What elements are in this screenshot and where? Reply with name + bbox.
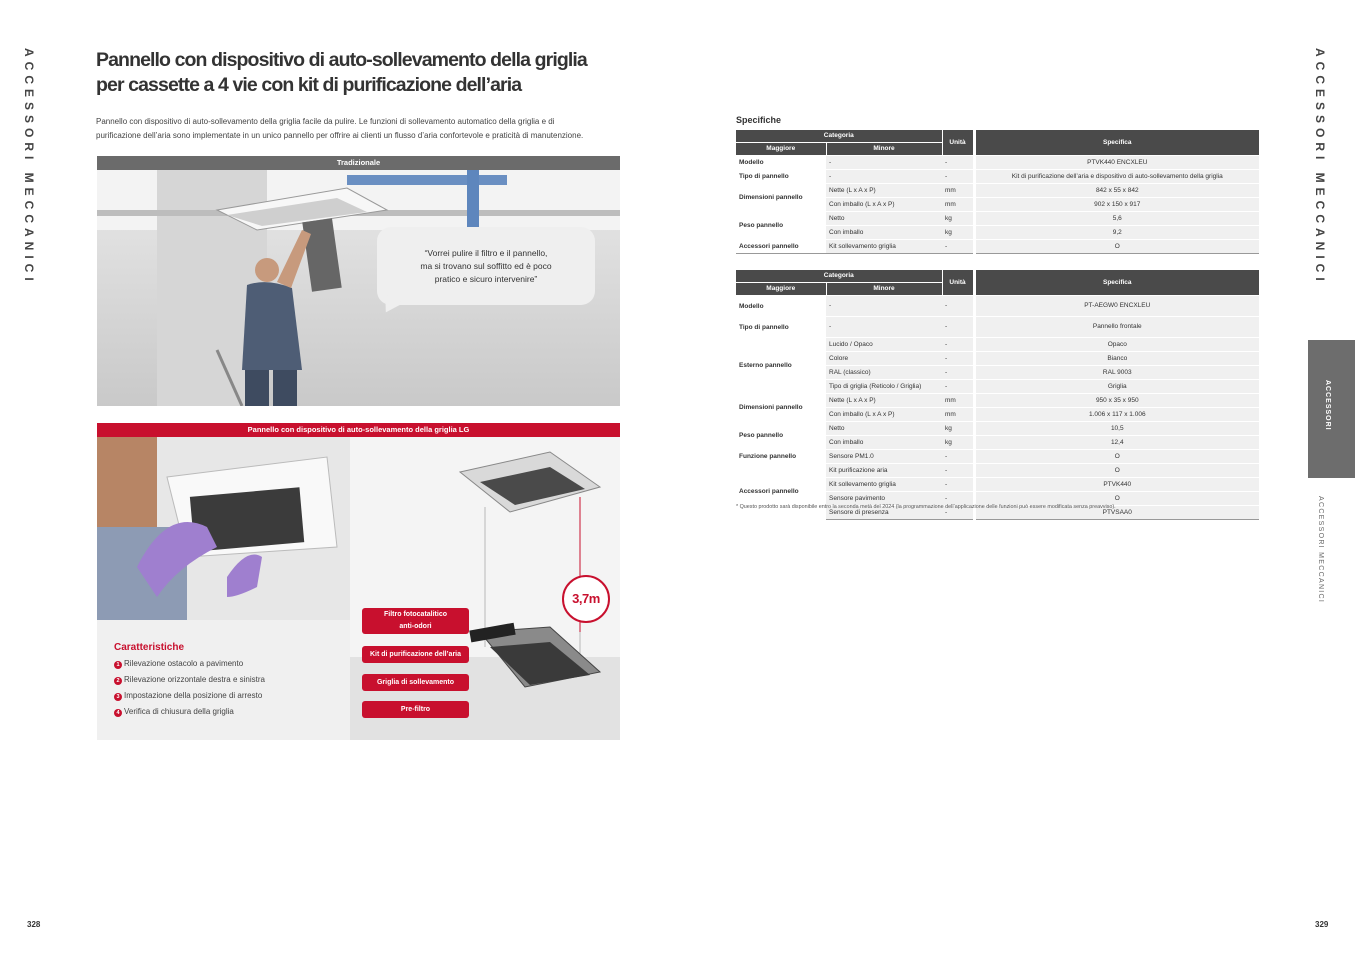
intro-line-2: purificazione dell’aria sono implementate in un unico pannello per offrire ai clienti un flusso d’aria confortevole e praticità di manutenzione. xyxy=(96,130,584,140)
cell-spec: O xyxy=(974,240,1259,254)
cell-minor: Tipo di griglia (Reticolo / Griglia) xyxy=(826,380,942,394)
cell-unit: - xyxy=(942,464,974,478)
cell-spec: O xyxy=(974,464,1259,478)
header-spec: Specifica xyxy=(974,130,1259,156)
cell-minor: Con imballo (L x A x P) xyxy=(826,408,942,422)
cell-spec: Griglia xyxy=(974,380,1259,394)
cell-unit: mm xyxy=(942,184,974,198)
title-line-2: per cassette a 4 vie con kit di purificazione dell’aria xyxy=(96,74,522,96)
cleaning-photo xyxy=(97,437,350,620)
cell-unit: kg xyxy=(942,422,974,436)
cell-spec: 5,6 xyxy=(974,212,1259,226)
cell-major: Accessori pannello xyxy=(736,464,826,520)
table-row xyxy=(736,240,1259,254)
title-line-1: Pannello con dispositivo di auto-sollevamento della griglia xyxy=(96,49,587,71)
cell-unit: - xyxy=(942,338,974,352)
cell-spec: O xyxy=(974,450,1259,464)
cell-minor: Lucido / Opaco xyxy=(826,338,942,352)
intro-line-1: Pannello con dispositivo di auto-sollevamento della griglia facile da pulire. Le funzioni di sollevamento automatico della griglia e di xyxy=(96,117,555,126)
cell-minor: Kit sollevamento griglia xyxy=(826,240,942,254)
label-lifting-grille: Griglia di sollevamento xyxy=(362,674,469,691)
cell-major: Dimensioni pannello xyxy=(736,394,826,422)
side-label-right: ACCESSORI MECCANICI xyxy=(1313,48,1327,286)
page-number-left: 328 xyxy=(27,920,41,929)
cell-major: Peso pannello xyxy=(736,422,826,450)
table-row xyxy=(736,317,1259,338)
cell-minor: Netto xyxy=(826,212,942,226)
cell-unit: - xyxy=(942,352,974,366)
quote-line-2: ma si trovano sul soffitto ed è poco xyxy=(420,261,552,271)
header-unit: Unità xyxy=(942,270,974,296)
cell-unit: - xyxy=(942,366,974,380)
cell-minor: Nette (L x A x P) xyxy=(826,394,942,408)
cell-unit: mm xyxy=(942,198,974,212)
cell-spec: PTVSAA0 xyxy=(974,506,1259,520)
cell-unit: - xyxy=(942,170,974,184)
header-major: Maggiore xyxy=(736,283,826,296)
cell-minor: RAL (classico) xyxy=(826,366,942,380)
feature-number: 2 xyxy=(114,677,122,685)
cell-unit: kg xyxy=(942,226,974,240)
section-tab xyxy=(1308,340,1355,478)
page-number-right: 329 xyxy=(1315,920,1329,929)
cell-minor: Con imballo xyxy=(826,436,942,450)
section-tab-label: ACCESSORI xyxy=(1324,380,1331,431)
feature-item xyxy=(114,659,265,675)
cell-minor: Con imballo xyxy=(826,226,942,240)
cell-spec: 1.006 x 117 x 1.006 xyxy=(974,408,1259,422)
cell-major: Modello xyxy=(736,296,826,317)
cell-spec: 10,5 xyxy=(974,422,1259,436)
lg-panel-section xyxy=(97,437,620,740)
cell-unit: kg xyxy=(942,436,974,450)
cell-spec: PTVK440 ENCXLEU xyxy=(974,156,1259,170)
cell-spec: 9,2 xyxy=(974,226,1259,240)
label-air-purification-kit: Kit di purificazione dell’aria xyxy=(362,646,469,663)
feature-text: Rilevazione orizzontale destra e sinistra xyxy=(124,675,265,684)
cell-minor: - xyxy=(826,170,942,184)
cell-spec: Opaco xyxy=(974,338,1259,352)
cell-spec: 12,4 xyxy=(974,436,1259,450)
cell-unit: - xyxy=(942,317,974,338)
table-row xyxy=(736,464,1259,478)
header-unit: Unità xyxy=(942,130,974,156)
table-row xyxy=(736,212,1259,226)
page-title xyxy=(96,48,636,98)
cell-major: Accessori pannello xyxy=(736,240,826,254)
header-category: Categoria xyxy=(736,130,942,143)
cell-major: Esterno pannello xyxy=(736,338,826,394)
feature-item xyxy=(114,691,265,707)
side-label-small: ACCESSORI MECCANICI xyxy=(1317,496,1324,604)
feature-text: Impostazione della posizione di arresto xyxy=(124,691,263,700)
cell-major: Tipo di pannello xyxy=(736,170,826,184)
cell-minor: Sensore di presenza xyxy=(826,506,942,520)
cell-spec: 950 x 35 x 950 xyxy=(974,394,1259,408)
header-spec: Specifica xyxy=(974,270,1259,296)
cell-unit: kg xyxy=(942,212,974,226)
footnote: * Questo prodotto sarà disponibile entro la seconda metà del 2024 (la programmazione dell’applicazione delle funzioni può essere modificata senza preavviso). xyxy=(736,504,1116,510)
traditional-photo xyxy=(97,170,620,406)
table-row xyxy=(736,184,1259,198)
cell-spec: Kit di purificazione dell’aria e dispositivo di auto-sollevamento della griglia xyxy=(974,170,1259,184)
cell-minor: Nette (L x A x P) xyxy=(826,184,942,198)
cell-minor: - xyxy=(826,317,942,338)
cell-spec: 842 x 55 x 842 xyxy=(974,184,1259,198)
intro-text xyxy=(96,115,621,142)
label-pre-filter: Pre-filtro xyxy=(362,701,469,718)
cell-minor: - xyxy=(826,156,942,170)
feature-text: Verifica di chiusura della griglia xyxy=(124,707,234,716)
cell-minor: Colore xyxy=(826,352,942,366)
cell-spec: Bianco xyxy=(974,352,1259,366)
cell-minor: Sensore PM1.0 xyxy=(826,450,942,464)
spec-table-1 xyxy=(736,130,1259,254)
quote-bubble xyxy=(377,227,595,305)
cell-major: Funzione pannello xyxy=(736,450,826,464)
label-photocatalytic-filter xyxy=(362,608,469,634)
feature-item xyxy=(114,675,265,691)
cell-spec: RAL 9003 xyxy=(974,366,1259,380)
band-lg-panel: Pannello con dispositivo di auto-sollevamento della griglia LG xyxy=(97,423,620,437)
table-row xyxy=(736,422,1259,436)
header-category: Categoria xyxy=(736,270,942,283)
cell-spec: 902 x 150 x 917 xyxy=(974,198,1259,212)
feature-number: 4 xyxy=(114,709,122,717)
cell-minor: - xyxy=(826,296,942,317)
table-row xyxy=(736,170,1259,184)
header-minor: Minore xyxy=(826,283,942,296)
band-traditional: Tradizionale xyxy=(97,156,620,170)
header-minor: Minore xyxy=(826,143,942,156)
cell-unit: - xyxy=(942,296,974,317)
label-photocatalytic-line-1: Filtro fotocatalitico xyxy=(384,611,447,618)
feature-text: Rilevazione ostacolo a pavimento xyxy=(124,659,244,668)
table-row xyxy=(736,156,1259,170)
features-title: Caratteristiche xyxy=(114,642,185,653)
spec-table-2 xyxy=(736,270,1259,520)
cell-minor: Netto xyxy=(826,422,942,436)
cell-unit: - xyxy=(942,492,974,506)
cell-major: Tipo di pannello xyxy=(736,317,826,338)
cell-unit: mm xyxy=(942,408,974,422)
cell-unit: - xyxy=(942,450,974,464)
table-row xyxy=(736,338,1259,352)
cell-unit: - xyxy=(942,240,974,254)
table-row xyxy=(736,394,1259,408)
side-label-left: ACCESSORI MECCANICI xyxy=(22,48,36,286)
feature-number: 1 xyxy=(114,661,122,669)
cell-minor: Sensore pavimento xyxy=(826,492,942,506)
cell-spec: Pannello frontale xyxy=(974,317,1259,338)
feature-item xyxy=(114,707,265,723)
cell-major: Modello xyxy=(736,156,826,170)
label-photocatalytic-line-2: anti-odori xyxy=(399,623,432,630)
cell-spec: PTVK440 xyxy=(974,478,1259,492)
cell-unit: - xyxy=(942,156,974,170)
spec-title: Specifiche xyxy=(736,115,782,125)
cell-minor: Kit sollevamento griglia xyxy=(826,478,942,492)
features-list xyxy=(114,659,265,723)
table-row xyxy=(736,450,1259,464)
cell-spec: O xyxy=(974,492,1259,506)
table-row xyxy=(736,296,1259,317)
height-badge: 3,7m xyxy=(562,575,610,623)
cell-unit: - xyxy=(942,506,974,520)
feature-number: 3 xyxy=(114,693,122,701)
cell-unit: - xyxy=(942,380,974,394)
cell-spec: PT-AEGW0 ENCXLEU xyxy=(974,296,1259,317)
cell-minor: Con imballo (L x A x P) xyxy=(826,198,942,212)
quote-line-3: pratico e sicuro intervenire” xyxy=(434,274,538,284)
cell-major: Dimensioni pannello xyxy=(736,184,826,212)
header-major: Maggiore xyxy=(736,143,826,156)
cell-unit: - xyxy=(942,478,974,492)
quote-line-1: “Vorrei pulire il filtro e il pannello, xyxy=(424,248,548,258)
cell-minor: Kit purificazione aria xyxy=(826,464,942,478)
cell-major: Peso pannello xyxy=(736,212,826,240)
cell-unit: mm xyxy=(942,394,974,408)
